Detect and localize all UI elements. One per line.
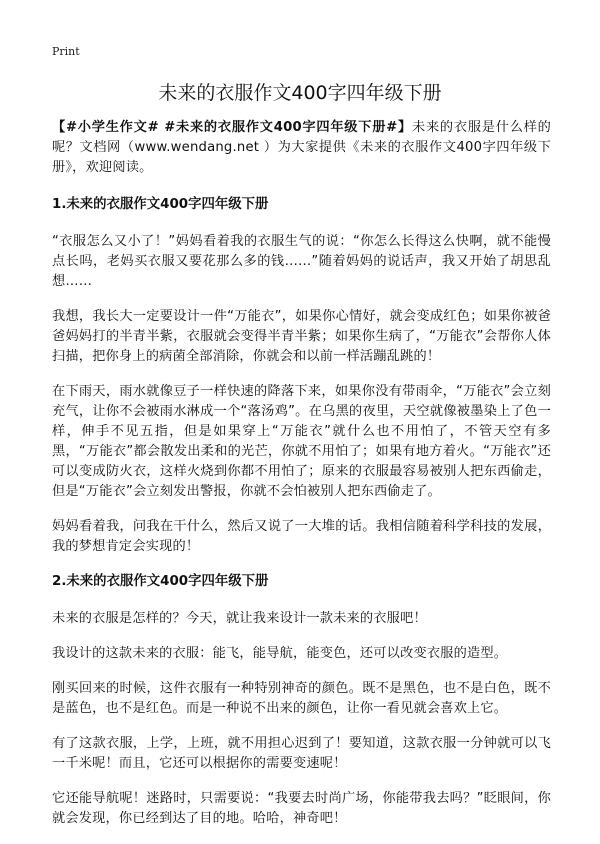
section-2-paragraph-4: 有了这款衣服，上学，上班，就不用担心迟到了！要知道，这款衣服一分钟就可以飞一千米呢！而且，它还可以根据你的需要变速呢！ <box>52 736 551 771</box>
section-2-paragraph-3: 刚买回来的时候，这件衣服有一种特别神奇的颜色。既不是黑色，也不是白色，既不是蓝色，也不是红色。而是一种说不出来的颜色，让你一看见就会喜欢上它。 <box>52 681 551 716</box>
intro-text: 未来的衣服是什么样的呢？文档网（www.wendang.net ）为大家提供《未来的衣服作文400字四年级下册》，欢迎阅读。 <box>52 120 552 175</box>
intro-paragraph <box>52 118 551 178</box>
intro-tag: 【#小学生作文# #未来的衣服作文400字四年级下册#】 <box>52 120 412 135</box>
section-1-paragraph-3: 在下雨天，雨水就像豆子一样快速的降落下来，如果你没有带雨伞，“万能衣”会立刻充气，让你不会被雨水淋成一个“落汤鸡”。在乌黑的夜里，天空就像被墨染上了色一样，伸手不见五指，但是如果穿上“万能衣”就什么也不用怕了，不管天空有多黑，“万能衣”都会散发出柔和的光芒，你就不用怕了；如果有地方着火。“万能衣”还可以变成防火衣，这样火烧到你都不用怕了；原来的衣服最容易被别人把东西偷走，但是“万能衣”会立刻发出警报，你就不会怕被别人把东西偷走了。 <box>52 384 551 499</box>
section-1-paragraph-4: 妈妈看着我，问我在干什么，然后又说了一大堆的话。我相信随着科学科技的发展，我的梦想肯定会实现的！ <box>52 519 551 554</box>
section-1-paragraph-2: 我想，我长大一定要设计一件“万能衣”，如果你心情好，就会变成红色；如果你被爸爸妈妈打的半青半紫，衣服就会变得半青半紫；如果你生病了，“万能衣”会帮你人体扫描，把你身上的病菌全部消除，你就会和以前一样活蹦乱跳的！ <box>52 309 551 364</box>
section-heading-1: 1.未来的衣服作文400字四年级下册 <box>52 197 269 212</box>
section-2-paragraph-1: 未来的衣服是怎样的？今天，就让我来设计一款未来的衣服吧！ <box>52 611 427 626</box>
article-body <box>52 118 551 844</box>
section-2-paragraph-2: 我设计的这款未来的衣服：能飞，能导航，能变色，还可以改变衣服的造型。 <box>52 646 508 661</box>
print-link[interactable]: Print <box>52 45 80 58</box>
page-title: 未来的衣服作文400字四年级下册 <box>158 82 442 104</box>
section-2-paragraph-5: 它还能导航呢！迷路时，只需要说：“我要去时尚广场，你能带我去吗？”眨眼间，你就会发现，你已经到达了目的地。哈哈，神奇吧！ <box>52 791 551 826</box>
section-1-paragraph-1: “衣服怎么又小了！”妈妈看着我的衣服生气的说：“你怎么长得这么快啊，就不能慢点长吗，老妈买衣服又要花那么多的钱……”随着妈妈的说话声，我又开始了胡思乱想…… <box>52 234 551 289</box>
section-heading-2: 2.未来的衣服作文400字四年级下册 <box>52 574 269 589</box>
